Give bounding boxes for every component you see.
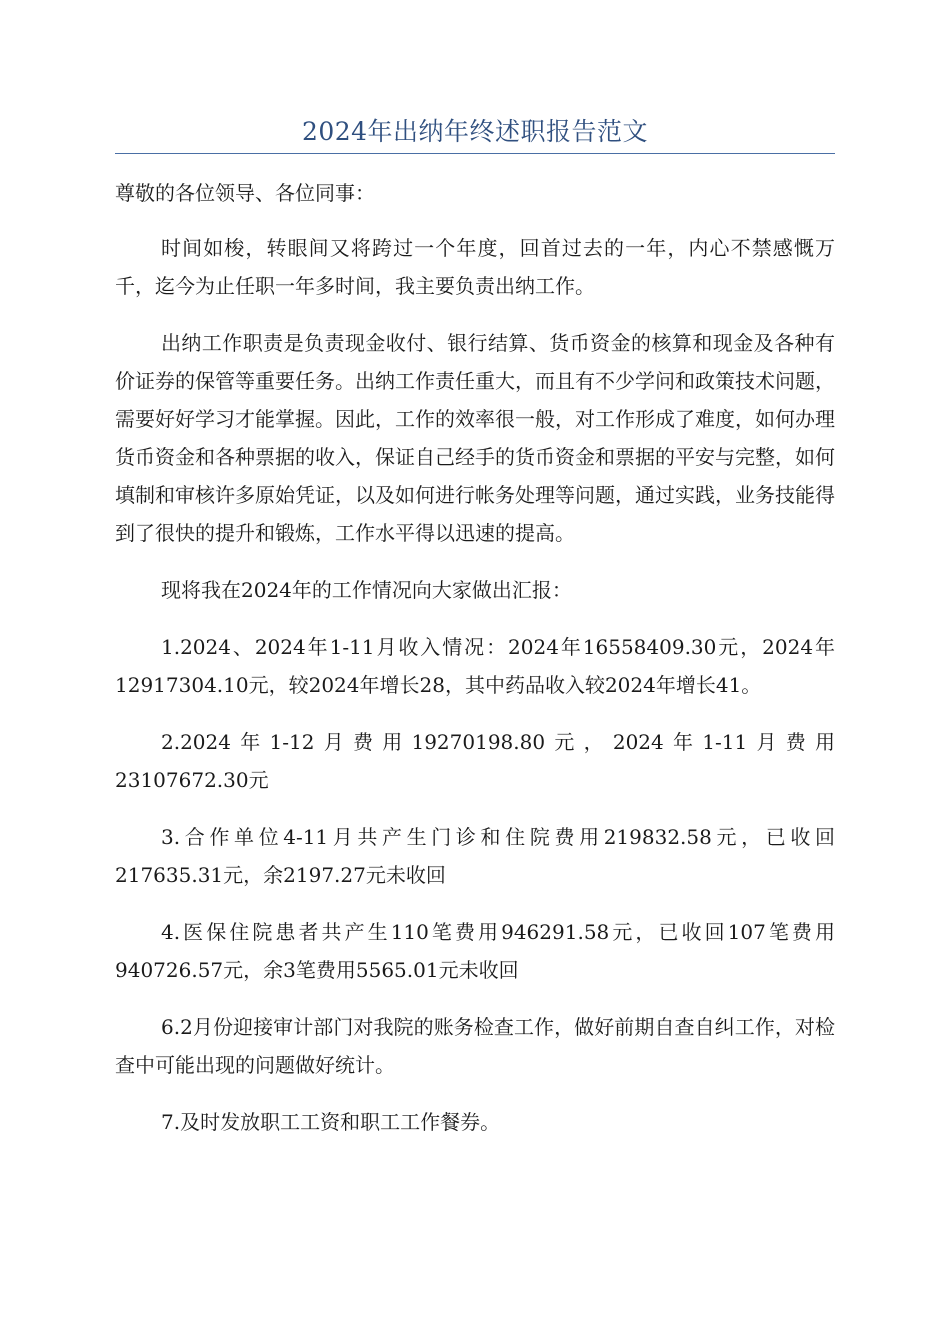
- greeting-line: 尊敬的各位领导、各位同事：: [115, 181, 375, 205]
- list-item-income: 1.2024、2024年1-11月收入情况：2024年16558409.30元，2024年12917304.10元，较2024年增长28，其中药品收入较2024年增长41。: [115, 635, 835, 697]
- document-title: 2024年出纳年终述职报告范文: [301, 117, 649, 146]
- paragraph-report-lead: 现将我在2024年的工作情况向大家做出汇报：: [161, 578, 572, 602]
- document-body: [115, 174, 835, 1160]
- list-item-audit: 6.2月份迎接审计部门对我院的账务检查工作，做好前期自查自纠工作，对检查中可能出现的问题做好统计。: [115, 1015, 835, 1077]
- list-item-insurance-fees: 4.医保住院患者共产生110笔费用946291.58元，已收回107笔费用940726.57元，余3笔费用5565.01元未收回: [115, 920, 835, 982]
- list-item-expenses: 2.2024年1-12月费用19270198.80元，2024年1-11月费用23107672.30元: [115, 730, 835, 792]
- title-underline: [115, 153, 835, 154]
- paragraph-intro: 时间如梭，转眼间又将跨过一个年度，回首过去的一年，内心不禁感慨万千，迄今为止任职一年多时间，我主要负责出纳工作。: [115, 236, 835, 298]
- list-item-payroll: 7.及时发放职工工资和职工工作餐券。: [161, 1110, 501, 1134]
- list-item-partner-fees: 3.合作单位4-11月共产生门诊和住院费用219832.58元，已收回217635.31元，余2197.27元未收回: [115, 825, 835, 887]
- paragraph-duties: 出纳工作职责是负责现金收付、银行结算、货币资金的核算和现金及各种有价证券的保管等重要任务。出纳工作责任重大，而且有不少学问和政策技术问题，需要好好学习才能掌握。因此，工作的效率很一般，对工作形成了难度，如何办理货币资金和各种票据的收入，保证自己经手的货币资金和票据的平安与完整，如何填制和审核许多原始凭证，以及如何进行帐务处理等问题，通过实践，业务技能得到了很快的提升和锻炼，工作水平得以迅速的提高。: [115, 331, 835, 545]
